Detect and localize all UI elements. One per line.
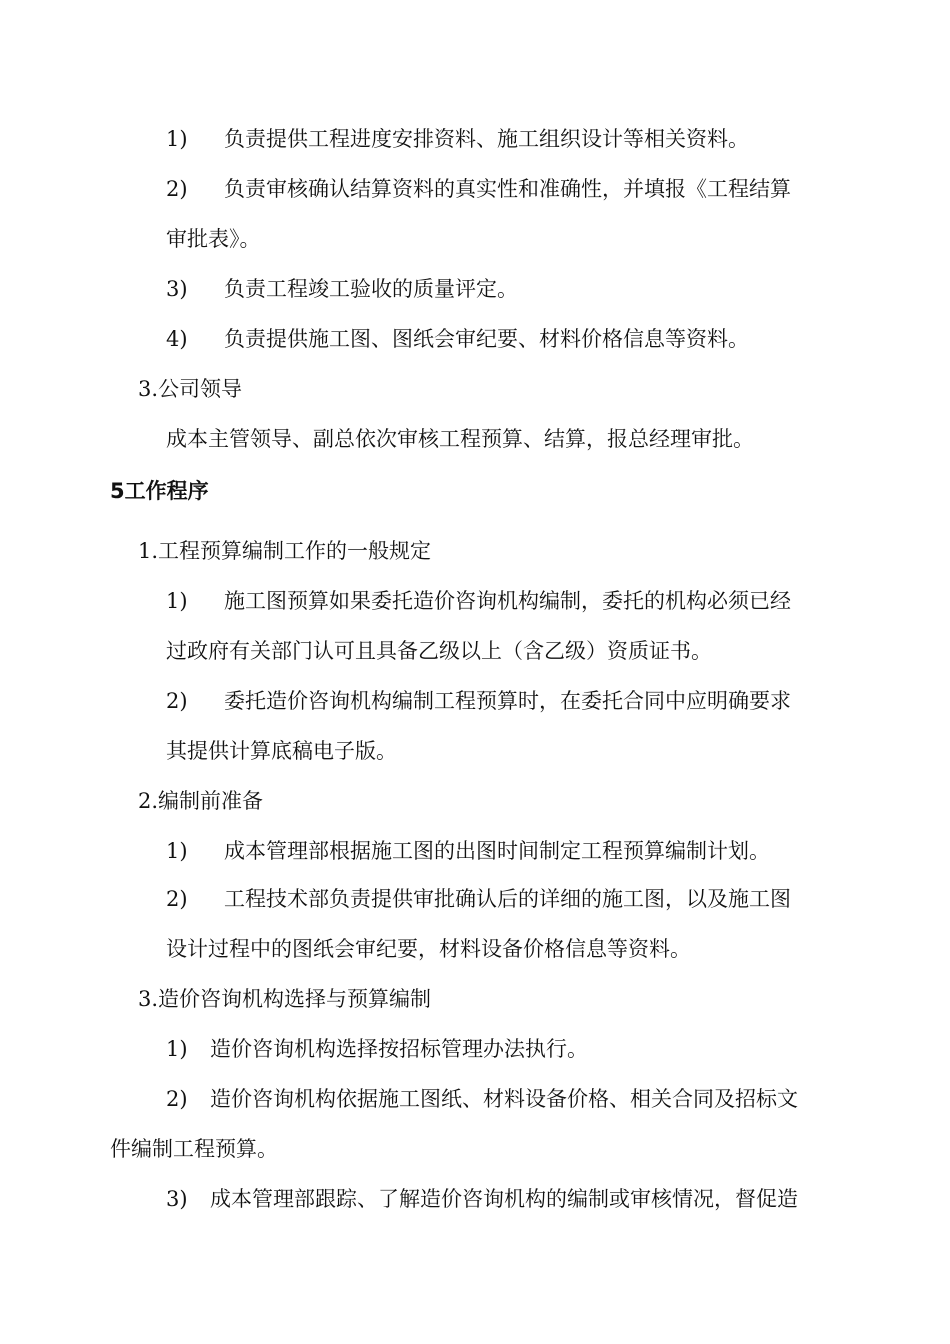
list-item <box>166 586 791 616</box>
list-number: 1) <box>166 1037 188 1061</box>
list-item <box>166 686 791 716</box>
list-number: 3) <box>166 277 188 301</box>
subsection-title: 3.公司领导 <box>138 377 243 401</box>
list-text-continuation: 其提供计算底稿电子版。 <box>166 739 397 763</box>
section-title: 5工作程序 <box>110 479 209 503</box>
list-item <box>166 274 518 304</box>
list-text: 委托造价咨询机构编制工程预算时，在委托合同中应明确要求 <box>224 689 791 713</box>
list-number: 3) <box>166 1187 188 1211</box>
list-item <box>166 124 749 154</box>
list-text: 成本管理部根据施工图的出图时间制定工程预算编制计划。 <box>224 839 770 863</box>
list-item <box>166 1034 588 1064</box>
list-number: 2) <box>166 177 188 201</box>
list-item <box>166 1184 798 1214</box>
list-item <box>166 174 791 204</box>
list-text: 负责工程竣工验收的质量评定。 <box>224 277 518 301</box>
list-number: 2) <box>166 887 188 911</box>
list-text: 负责提供工程进度安排资料、施工组织设计等相关资料。 <box>224 127 749 151</box>
list-text: 成本管理部跟踪、了解造价咨询机构的编制或审核情况，督促造 <box>210 1187 798 1211</box>
list-text-continuation: 过政府有关部门认可且具备乙级以上（含乙级）资质证书。 <box>166 639 712 663</box>
list-text: 工程技术部负责提供审批确认后的详细的施工图，以及施工图 <box>224 887 791 911</box>
list-number: 1) <box>166 839 188 863</box>
list-item <box>166 836 770 866</box>
list-number: 2) <box>166 689 188 713</box>
list-text: 负责审核确认结算资料的真实性和准确性，并填报《工程结算 <box>224 177 791 201</box>
list-text: 施工图预算如果委托造价咨询机构编制，委托的机构必须已经 <box>224 589 791 613</box>
list-item <box>166 1084 798 1114</box>
subsection-title: 2.编制前准备 <box>138 789 264 813</box>
list-text-continuation: 审批表》。 <box>166 227 261 251</box>
list-item <box>166 324 749 354</box>
list-text: 造价咨询机构选择按招标管理办法执行。 <box>210 1037 588 1061</box>
paragraph: 成本主管领导、副总依次审核工程预算、结算，报总经理审批。 <box>166 427 754 451</box>
list-number: 2) <box>166 1087 188 1111</box>
subsection-title: 1.工程预算编制工作的一般规定 <box>138 539 432 563</box>
list-text: 负责提供施工图、图纸会审纪要、材料价格信息等资料。 <box>224 327 749 351</box>
list-text: 造价咨询机构依据施工图纸、材料设备价格、相关合同及招标文 <box>210 1087 798 1111</box>
subsection-title: 3.造价咨询机构选择与预算编制 <box>138 987 432 1011</box>
list-number: 1) <box>166 127 188 151</box>
list-text-continuation: 设计过程中的图纸会审纪要，材料设备价格信息等资料。 <box>166 937 691 961</box>
list-number: 1) <box>166 589 188 613</box>
list-number: 4) <box>166 327 188 351</box>
list-text-continuation: 件编制工程预算。 <box>110 1137 278 1161</box>
list-item <box>166 884 791 914</box>
